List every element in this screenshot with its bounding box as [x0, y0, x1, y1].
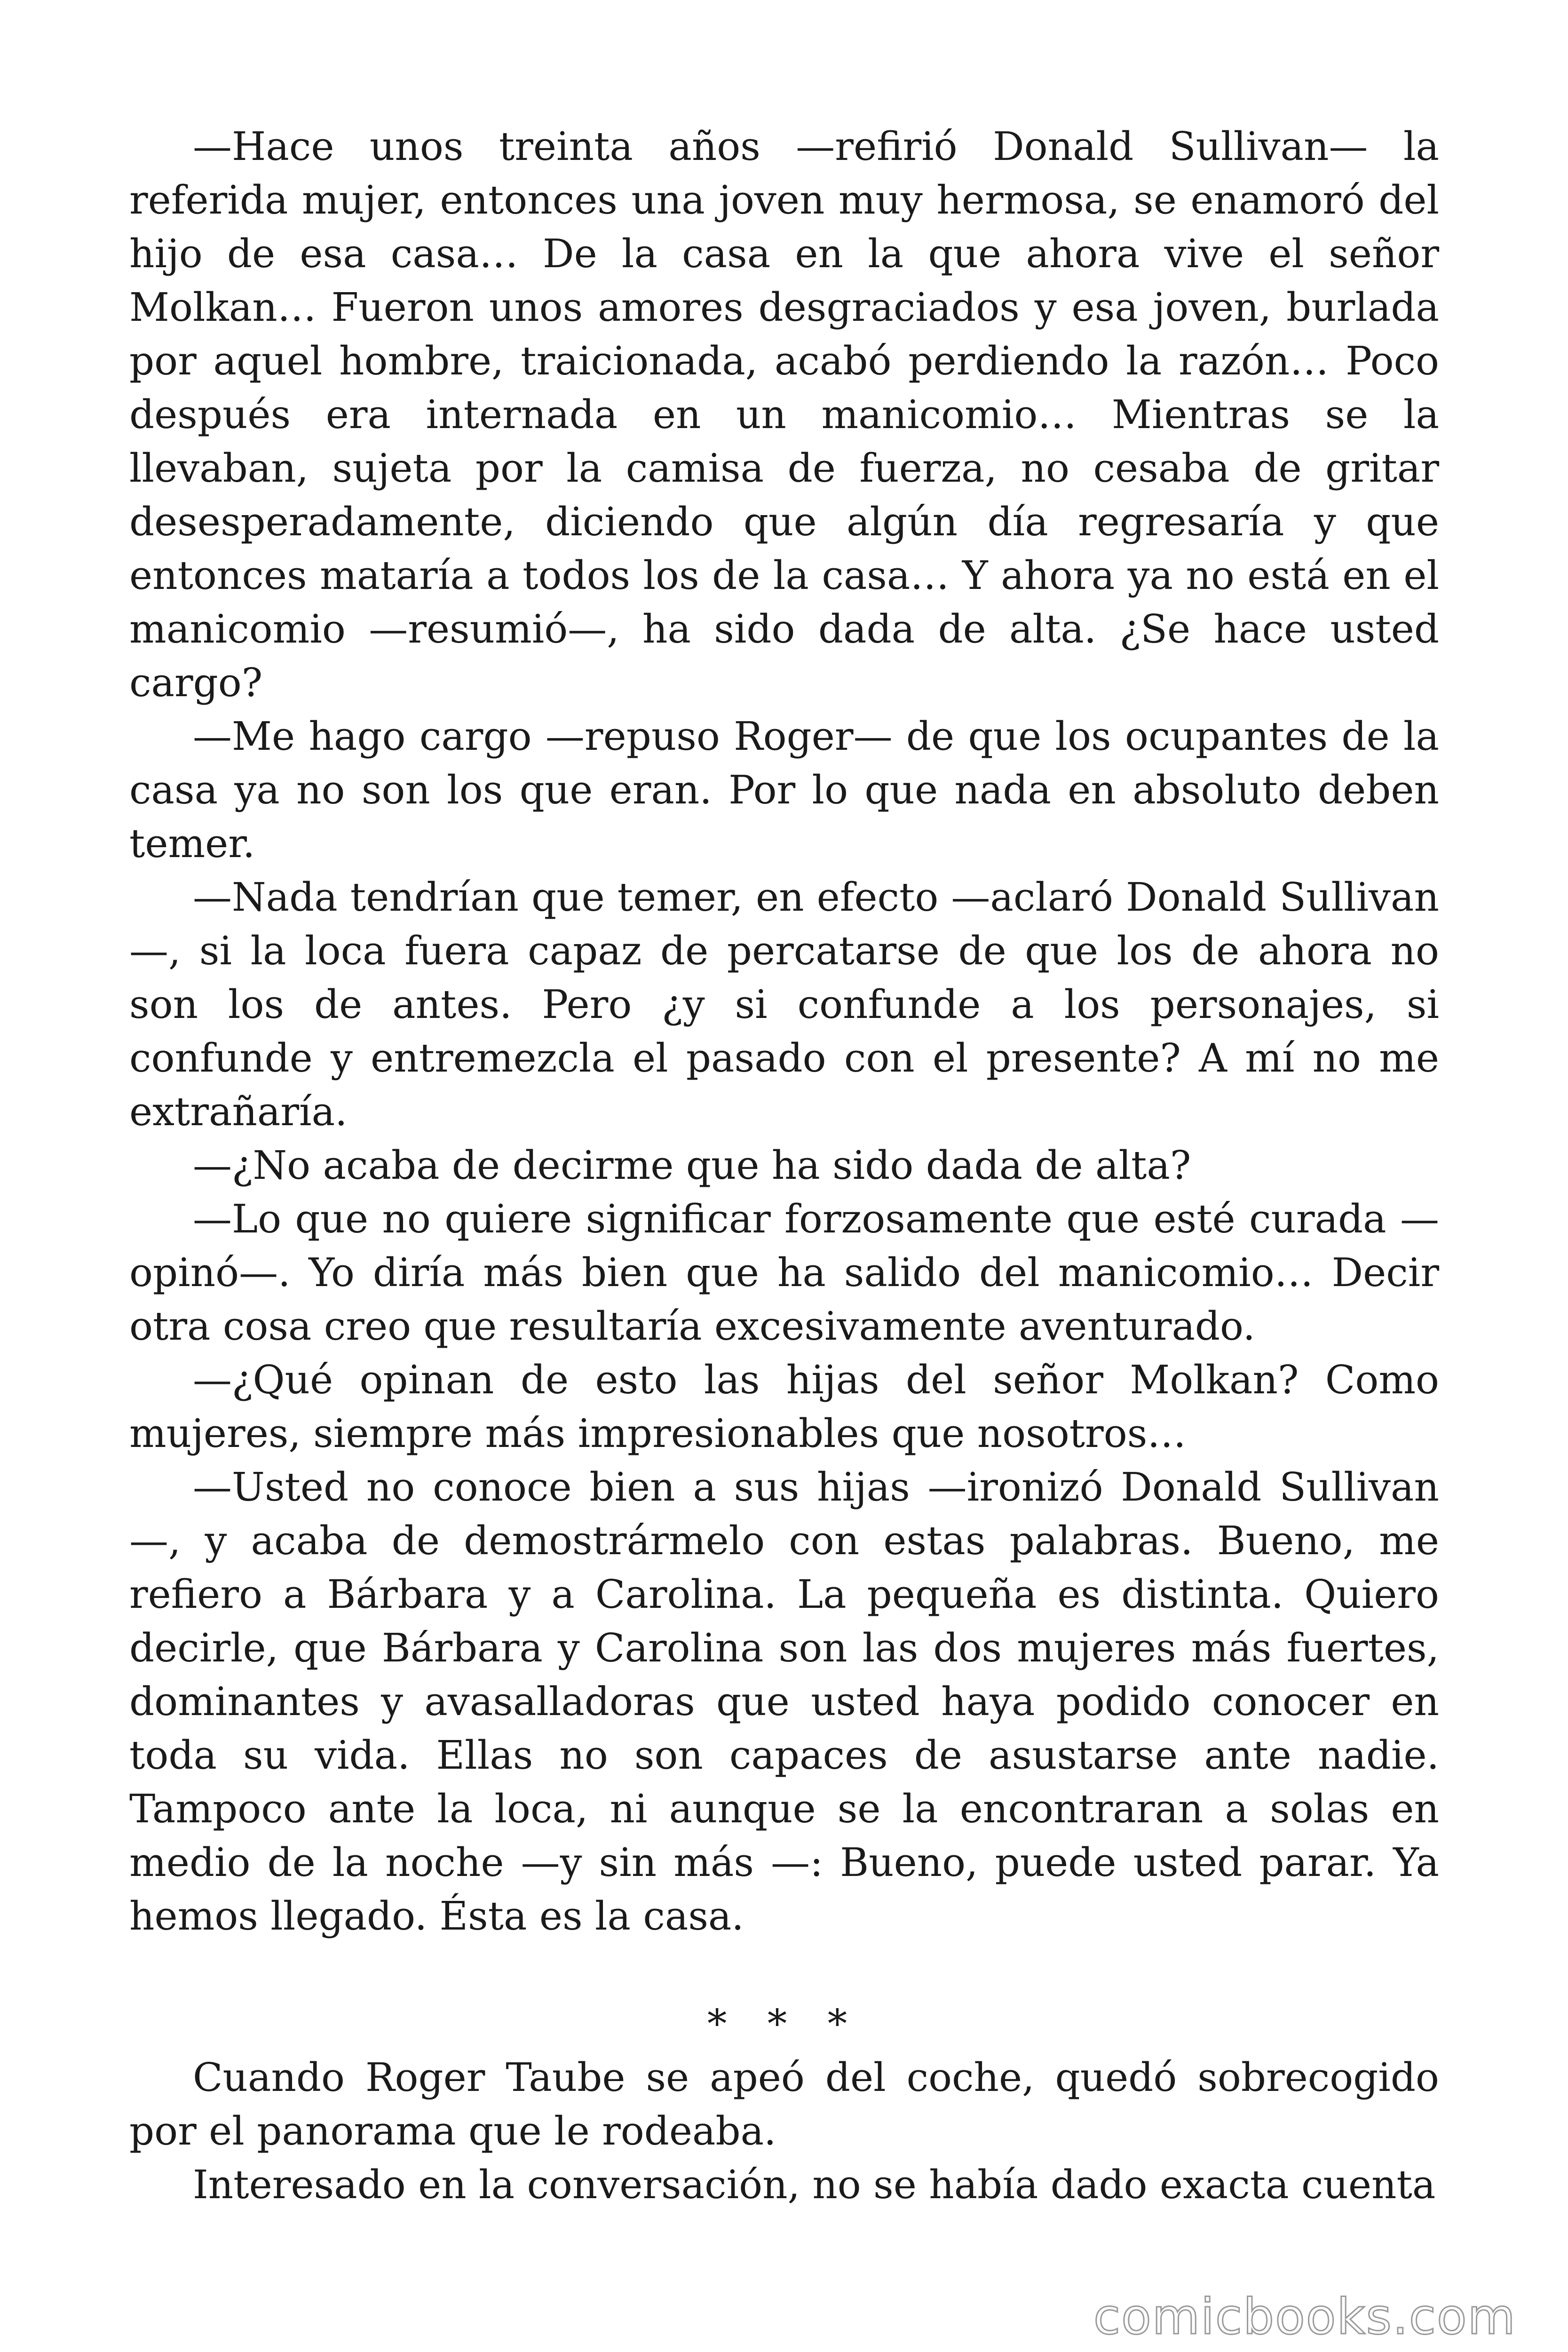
paragraph: —Usted no conoce bien a sus hijas —ironizó Donald Sullivan—, y acaba de demostrármelo con estas palabras. Bueno, me refiero a Bárbara y a Carolina. La pequeña es distinta. Quiero decirle, que Bárbara y Carolina son las dos mujeres más fuertes, dominantes y avasalladoras que usted haya podido conocer en toda su vida. Ellas no son capaces de asustarse ante nadie. Tampoco ante la loca, ni aunque se la encontraran a solas en medio de la noche —y sin más —: Bueno, puede usted parar. Ya hemos llegado. Ésta es la casa. — [129, 1464, 1439, 1939]
paragraph: —Hace unos treinta años —refirió Donald Sullivan— la referida mujer, entonces una joven muy hermosa, se enamoró del hijo de esa casa… De la casa en la que ahora vive el señor Molkan… Fueron unos amores desgraciados y esa joven, burlada por aquel hombre, traicionada, acabó perdiendo la razón… Poco después era internada en un manicomio… Mientras se la llevaban, sujeta por la camisa de fuerza, no cesaba de gritar desesperadamente, diciendo que algún día regresaría y que entonces mataría a todos los de la casa… Y ahora ya no está en el manicomio —resumió—, ha sido dada de alta. ¿Se hace usted cargo? — [129, 124, 1439, 706]
paragraph: Interesado en la conversación, no se había dado exacta cuenta — [193, 2162, 1436, 2208]
paragraph: —Me hago cargo —repuso Roger— de que los ocupantes de la casa ya no son los que eran. Por lo que nada en absoluto deben temer. — [129, 714, 1439, 866]
paragraph: —Nada tendrían que temer, en efecto —aclaró Donald Sullivan —, si la loca fuera capaz de percatarse de que los de ahora no son los de antes. Pero ¿y si confunde a los personajes, si confunde y entremezcla el pasado con el presente? A mí no me extrañaría. — [129, 874, 1439, 1135]
section-separator: * * * — [707, 2001, 862, 2047]
body-text — [129, 120, 1439, 2212]
paragraph: —¿Qué opinan de esto las hijas del señor Molkan? Como mujeres, siempre más impresionables que nosotros… — [129, 1357, 1439, 1456]
paragraph: Cuando Roger Taube se apeó del coche, quedó sobrecogido por el panorama que le rodeaba. — [129, 2055, 1439, 2154]
paragraph: —¿No acaba de decirme que ha sido dada de alta? — [193, 1143, 1191, 1188]
paragraph: —Lo que no quiere significar forzosamente que esté curada —opinó—. Yo diría más bien que ha salido del manicomio… Decir otra cosa creo que resultaría excesivamente aventurado. — [129, 1196, 1439, 1349]
watermark: comicbooks.com — [1093, 2288, 1516, 2345]
